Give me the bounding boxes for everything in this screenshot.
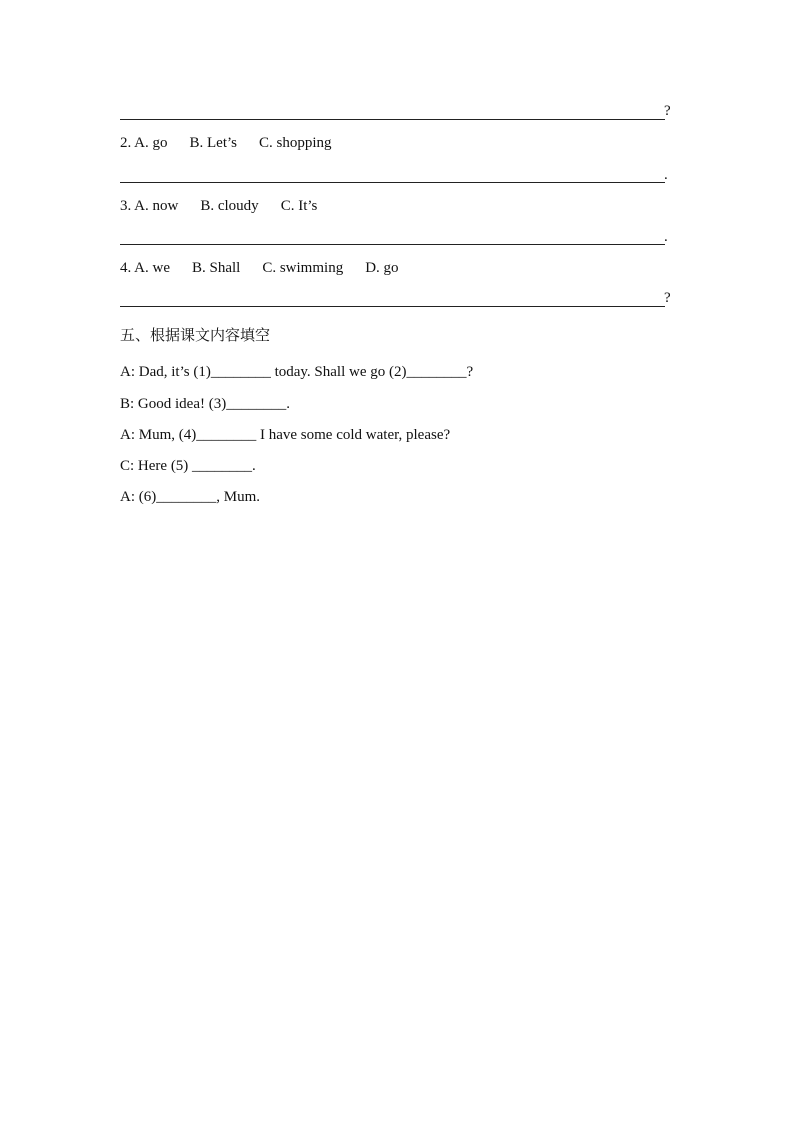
question-4-option-c: C. swimming — [262, 260, 344, 276]
answer-line-3-end-mark: . — [664, 229, 668, 245]
question-3-option-c: C. It’s — [280, 198, 318, 214]
question-4-options — [120, 259, 421, 277]
question-2-options — [120, 134, 354, 152]
question-4-label: 4. A. we — [120, 260, 170, 276]
answer-line-4 — [120, 306, 665, 307]
dialogue-line-4: C: Here (5) ________. — [120, 458, 256, 474]
dialogue-line-1: A: Dad, it’s (1)________ today. Shall we go (2)________? — [120, 364, 474, 380]
question-2-label: 2. A. go — [120, 135, 168, 151]
answer-line-1 — [120, 119, 665, 120]
dialogue-line-5: A: (6)________, Mum. — [120, 489, 260, 505]
question-4-option-d: D. go — [365, 260, 399, 276]
dialogue-line-3: A: Mum, (4)________ I have some cold water, please? — [120, 427, 451, 443]
answer-line-3 — [120, 244, 665, 245]
answer-line-2 — [120, 182, 665, 183]
answer-line-1-end-mark: ? — [664, 103, 671, 119]
question-4-option-b: B. Shall — [192, 260, 241, 276]
dialogue-line-2: B: Good idea! (3)________. — [120, 396, 290, 412]
question-2-option-b: B. Let’s — [189, 135, 238, 151]
question-3-options — [120, 197, 339, 215]
answer-line-2-end-mark: . — [664, 167, 668, 183]
question-3-option-b: B. cloudy — [200, 198, 259, 214]
question-3-label: 3. A. now — [120, 198, 179, 214]
question-2-option-c: C. shopping — [259, 135, 332, 151]
section-five-heading: 五、根据课文内容填空 — [120, 326, 271, 344]
answer-line-4-end-mark: ? — [664, 290, 671, 306]
